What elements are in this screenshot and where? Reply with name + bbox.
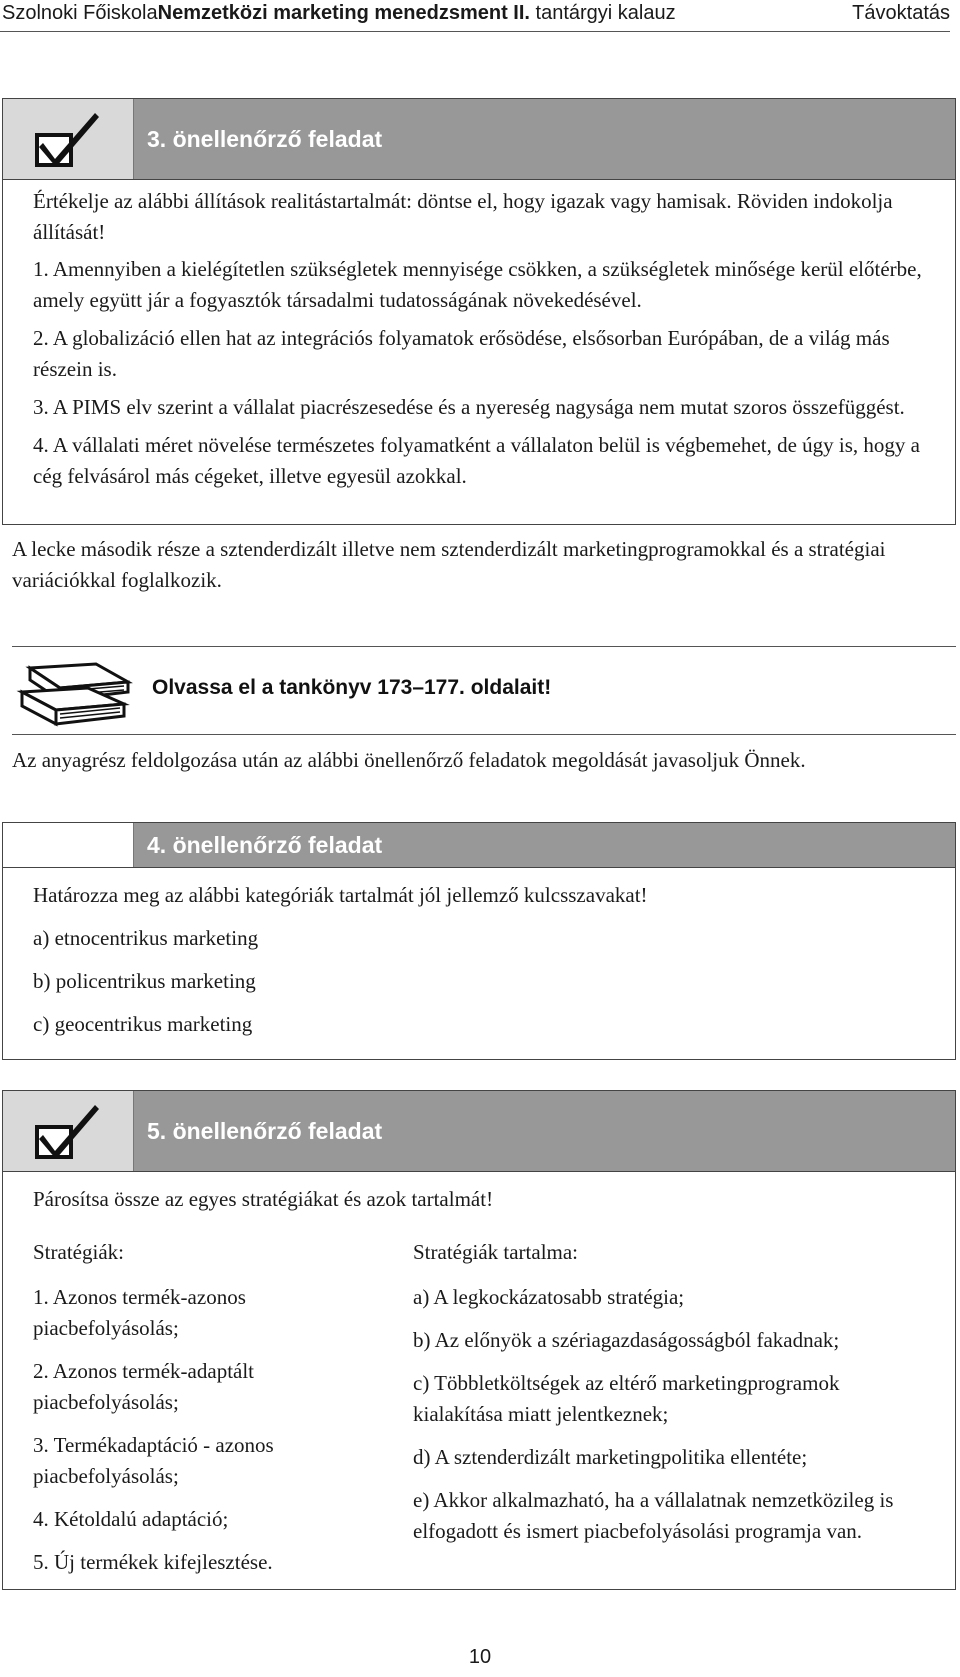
contents-heading: Stratégiák tartalma: <box>413 1240 579 1264</box>
task-intro: Értékelje az alábbi állítások realitástartalmát: döntse el, hogy igazak vagy hamisak. Röviden indokolja állítását! <box>33 189 893 244</box>
task-body <box>3 868 955 1050</box>
statement-1: 1. Amennyiben a kielégítetlen szükségletek mennyisége csökken, a szükségletek minősége kerül előtérbe, amely együtt jár a fogyasztók társadalmi tudatosságának növekedésével. <box>33 257 922 312</box>
task-box-5 <box>2 1090 956 1590</box>
header-rule <box>0 31 950 32</box>
task-box-4 <box>2 822 956 1060</box>
page-header <box>0 0 960 32</box>
strategy-item: 3. Termékadaptáció - azonos piacbefolyásolás; <box>33 1433 274 1488</box>
contents-column <box>413 1237 933 1559</box>
task-box-header <box>3 1091 955 1172</box>
statement-3: 3. A PIMS elv szerint a vállalat piacrészesedése és a nyereség nagysága nem mutat szoros összefüggést. <box>33 395 905 419</box>
divider-bottom <box>12 734 956 735</box>
header-title <box>2 0 676 26</box>
header-school: Szolnoki Főiskola <box>2 2 158 24</box>
statement-4: 4. A vállalati méret növelése természetes folyamatként a vállalaton belül is végbemehet, de úgy is, hogy a cég felvásárol más cégeket, illetve egyesül azokkal. <box>33 433 920 488</box>
lesson-paragraph <box>12 534 948 596</box>
header-guide: tantárgyi kalauz <box>529 2 676 24</box>
task-box-header <box>3 823 955 868</box>
task-box-3 <box>2 98 956 525</box>
strategy-item: 1. Azonos termék-azonos piacbefolyásolás; <box>33 1285 246 1340</box>
divider-top <box>12 646 956 647</box>
header-course: Nemzetközi marketing menedzsment II. <box>157 2 530 24</box>
after-text: Az anyagrész feldolgozása után az alábbi önellenőrző feladatok megoldását javasoljuk Önnek. <box>12 748 806 772</box>
task-box-header <box>3 99 955 180</box>
content-item: a) A legkockázatosabb stratégia; <box>413 1285 685 1309</box>
strategy-item: 2. Azonos termék-adaptált piacbefolyásolás; <box>33 1359 255 1414</box>
page-number: 10 <box>468 1646 492 1668</box>
reading-instruction <box>12 660 956 734</box>
header-mode: Távoktatás <box>852 2 950 24</box>
icon-cell <box>3 1091 134 1171</box>
task-intro: Párosítsa össze az egyes stratégiákat és azok tartalmát! <box>33 1187 494 1211</box>
checkmark-box-icon <box>33 109 103 171</box>
content-item: e) Akkor alkalmazható, ha a vállalatnak nemzetközileg is elfogadott és ismert piacbefolyásolási programja van. <box>413 1488 894 1543</box>
after-paragraph <box>12 745 948 776</box>
category-b: b) policentrikus marketing <box>33 969 256 993</box>
lesson-text: A lecke második része a sztenderdizált illetve nem sztenderdizált marketingprogramokkal és a stratégiai variációkkal foglalkozik. <box>12 537 886 592</box>
task-title: 5. önellenőrző feladat <box>147 1118 383 1144</box>
book-stack-icon <box>16 662 134 728</box>
category-a: a) etnocentrikus marketing <box>33 926 259 950</box>
strategies-column <box>33 1237 353 1590</box>
content-item: d) A sztenderdizált marketingpolitika ellentéte; <box>413 1445 808 1469</box>
read-instruction-text: Olvassa el a tankönyv 173–177. oldalait! <box>152 676 552 699</box>
task-body <box>3 1172 955 1574</box>
icon-cell <box>3 823 134 867</box>
strategies-heading: Stratégiák: <box>33 1240 124 1264</box>
icon-cell <box>3 99 134 179</box>
checkmark-box-icon <box>33 1101 103 1163</box>
content-item: c) Többletköltségek az eltérő marketingprogramok kialakítása miatt jelentkeznek; <box>413 1371 840 1426</box>
task-intro: Határozza meg az alábbi kategóriák tartalmát jól jellemző kulcsszavakat! <box>33 883 648 907</box>
category-c: c) geocentrikus marketing <box>33 1012 253 1036</box>
task-title: 4. önellenőrző feladat <box>147 832 383 858</box>
strategy-item: 5. Új termékek kifejlesztése. <box>33 1550 273 1574</box>
strategy-item: 4. Kétoldalú adaptáció; <box>33 1507 229 1531</box>
statement-2: 2. A globalizáció ellen hat az integrációs folyamatok erősödése, elsősorban Európában, de a világ más részein is. <box>33 326 890 381</box>
task-body <box>3 180 955 502</box>
task-title: 3. önellenőrző feladat <box>147 126 383 152</box>
content-item: b) Az előnyök a szériagazdaságosságból fakadnak; <box>413 1328 840 1352</box>
